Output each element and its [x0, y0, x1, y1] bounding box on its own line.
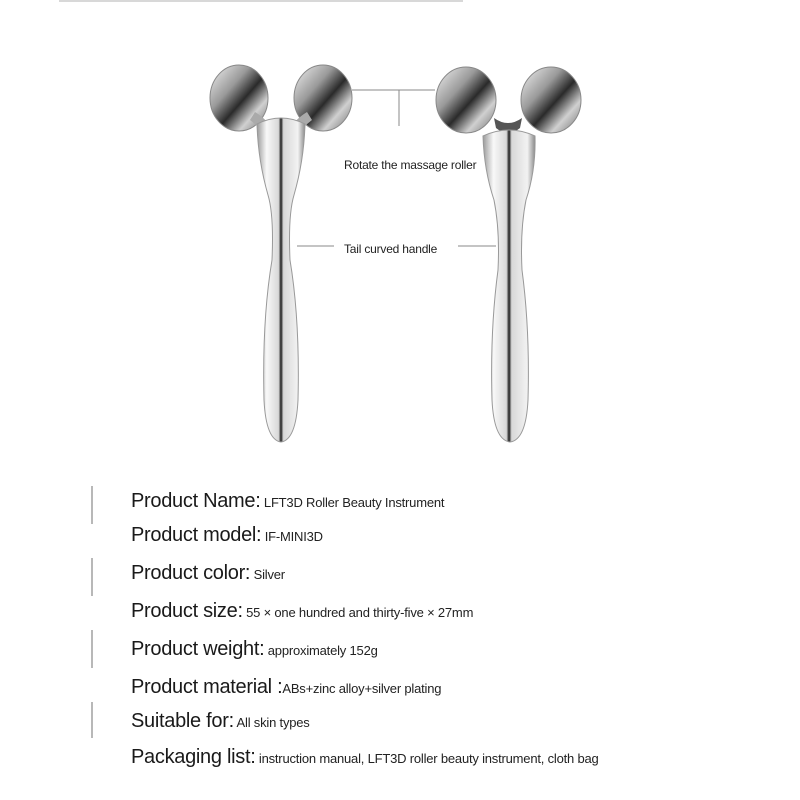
spec-value: All skin types: [233, 715, 310, 730]
spec-value: Silver: [250, 567, 285, 582]
spec-value: 55 × one hundred and thirty-five × 27mm: [242, 605, 474, 620]
decorative-bar: [91, 702, 93, 738]
spec-value: instruction manual, LFT3D roller beauty instrument, cloth bag: [255, 751, 599, 766]
spec-product-weight: [131, 638, 378, 661]
callout-handle-label: Tail curved handle: [344, 242, 438, 256]
spec-value: ABs+zinc alloy+silver plating: [282, 681, 442, 696]
spec-label: Product size:: [131, 600, 243, 622]
spec-value: IF-MINI3D: [261, 529, 323, 544]
spec-label: Packaging list:: [131, 746, 256, 768]
spec-value: LFT3D Roller Beauty Instrument: [260, 495, 445, 510]
spec-label: Product Name:: [131, 490, 261, 512]
decorative-bar: [91, 558, 93, 596]
spec-label: Product model:: [131, 524, 262, 546]
spec-product-material: [131, 676, 441, 699]
spec-value: approximately 152g: [264, 643, 378, 658]
spec-label: Product weight:: [131, 638, 265, 660]
spec-suitable-for: [131, 710, 310, 733]
decorative-bar: [91, 486, 93, 524]
spec-packaging-list: [131, 746, 599, 769]
spec-product-color: [131, 562, 285, 585]
spec-label: Product color:: [131, 562, 251, 584]
spec-product-size: [131, 600, 473, 623]
spec-label: Suitable for:: [131, 710, 234, 732]
callout-roller-label: Rotate the massage roller: [344, 158, 477, 172]
spec-product-name: [131, 490, 444, 513]
decorative-bar: [91, 630, 93, 668]
spec-product-model: [131, 524, 323, 547]
spec-label: Product material :: [131, 676, 283, 698]
